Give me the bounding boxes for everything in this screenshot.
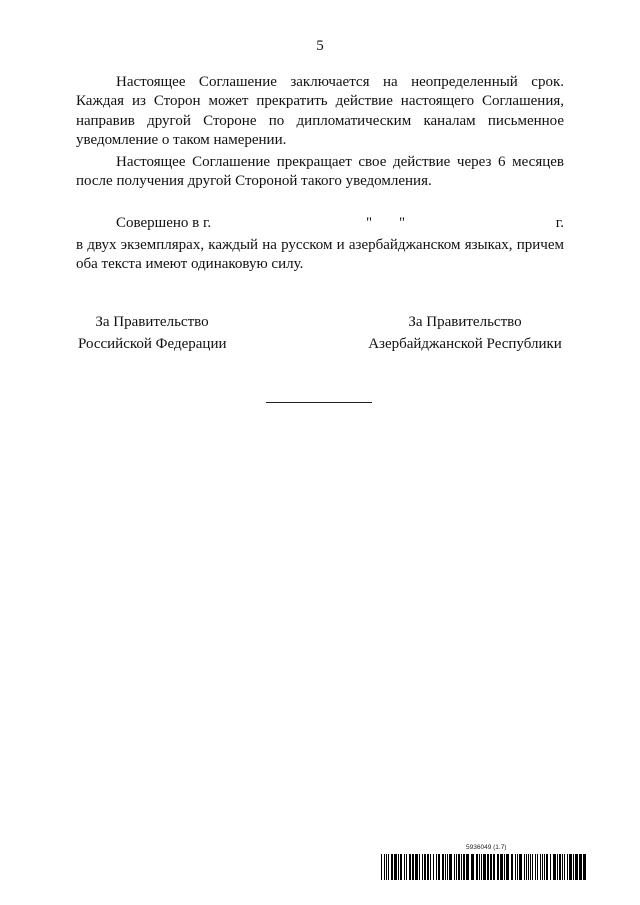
signature-left: [78, 311, 226, 355]
signature-left-line2: Российской Федерации: [78, 336, 227, 352]
signature-right-line1: За Правительство: [408, 314, 522, 330]
barcode-icon: [381, 854, 586, 880]
year-suffix: г.: [555, 215, 564, 231]
signature-right: [366, 311, 564, 355]
paragraph-termination: Настоящее Соглашение прекращает свое действие через 6 месяцев после получения другой Стороной такого уведомления.: [76, 154, 564, 190]
barcode-number: 5936049 (1.7): [466, 844, 507, 851]
paragraph-term: Настоящее Соглашение заключается на неопределенный срок. Каждая из Сторон может прекратить действие настоящего Соглашения, направив другой Стороне по дипломатическим каналам письменное уведомление о таком намерении.: [76, 74, 564, 149]
quote-open: ": [366, 215, 373, 231]
signature-right-line2: Азербайджанской Республики: [368, 336, 562, 352]
divider-line: [266, 402, 372, 403]
quote-close: ": [399, 215, 406, 231]
paragraph-copies: в двух экземплярах, каждый на русском и азербайджанском языках, причем оба текста имеют одинаковую силу.: [76, 237, 564, 273]
page-number: 5: [316, 38, 324, 54]
signed-prefix: Совершено в г.: [116, 215, 212, 231]
signature-left-line1: За Правительство: [95, 314, 209, 330]
